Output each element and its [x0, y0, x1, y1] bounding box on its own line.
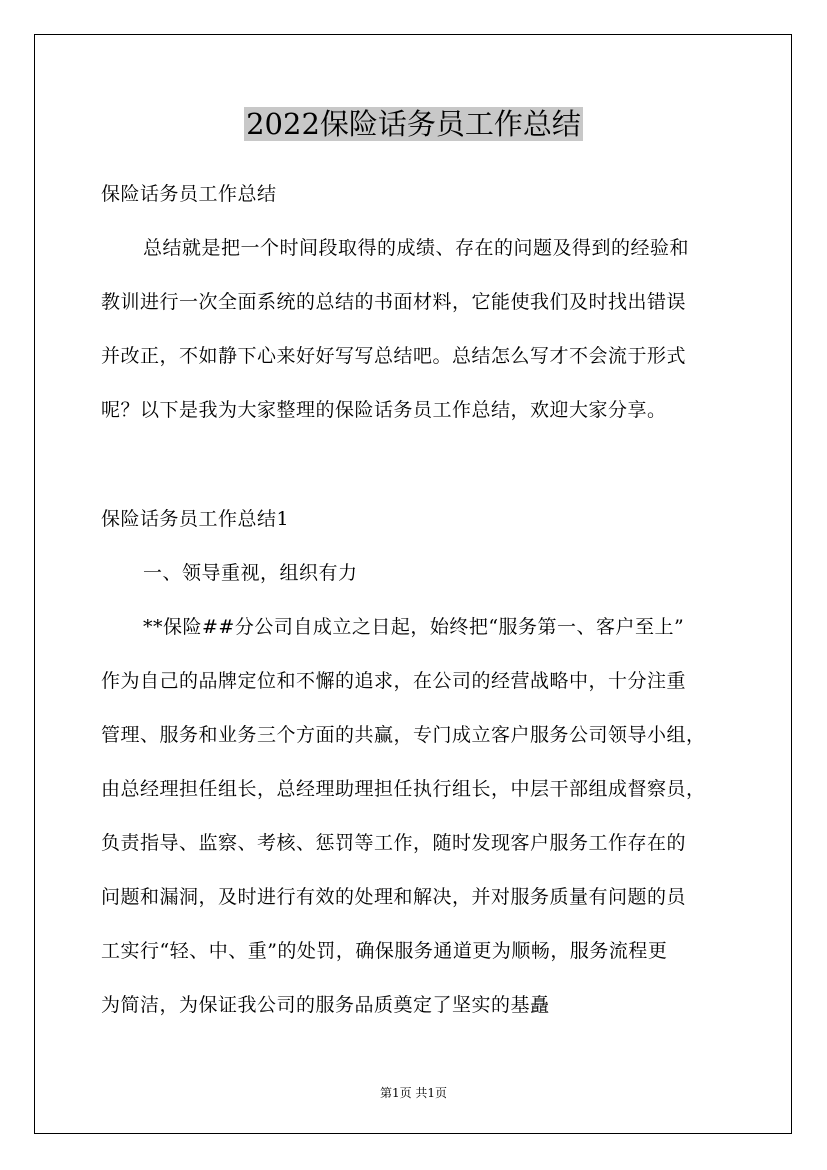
document-title: [0, 104, 827, 144]
body-line-6: 问题和漏洞，及时进行有效的处理和解决，并对服务质量有问题的员: [101, 886, 687, 908]
page-footer: 第1页 共1页: [379, 1086, 448, 1100]
body-line-2: 作为自己的品牌定位和不懈的追求，在公司的经营战略中，十分注重: [101, 670, 687, 692]
body-line-7: 工实行“轻、中、重”的处罚，确保服务通道更为顺畅，服务流程更: [101, 940, 668, 962]
body-line-1: **保险##分公司自成立之日起，始终把“服务第一、客户至上”: [143, 616, 685, 638]
section-title: 保险话务员工作总结1: [101, 508, 290, 530]
body-line-3: 管理、服务和业务三个方面的共赢，专门成立客户服务公司领导小组，: [101, 724, 706, 746]
intro-line-4: 呢？以下是我为大家整理的保险话务员工作总结，欢迎大家分享。: [101, 399, 667, 421]
document-title-text: 2022保险话务员工作总结: [246, 107, 581, 141]
body-line-4: 由总经理担任组长，总经理助理担任执行组长，中层干部组成督察员，: [101, 778, 706, 800]
intro-line-1: 总结就是把一个时间段取得的成绩、存在的问题及得到的经验和: [143, 237, 690, 259]
heading-leadership: 一、领导重视，组织有力: [143, 562, 358, 584]
intro-line-2: 教训进行一次全面系统的总结的书面材料，它能使我们及时找出错误: [101, 291, 687, 313]
subtitle: 保险话务员工作总结: [101, 183, 277, 205]
body-line-8: 为简洁，为保证我公司的服务品质奠定了坚实的基矗: [101, 994, 550, 1016]
body-line-5: 负责指导、监察、考核、惩罚等工作，随时发现客户服务工作存在的: [101, 832, 687, 854]
intro-line-3: 并改正，不如静下心来好好写写总结吧。总结怎么写才不会流于形式: [101, 345, 687, 367]
